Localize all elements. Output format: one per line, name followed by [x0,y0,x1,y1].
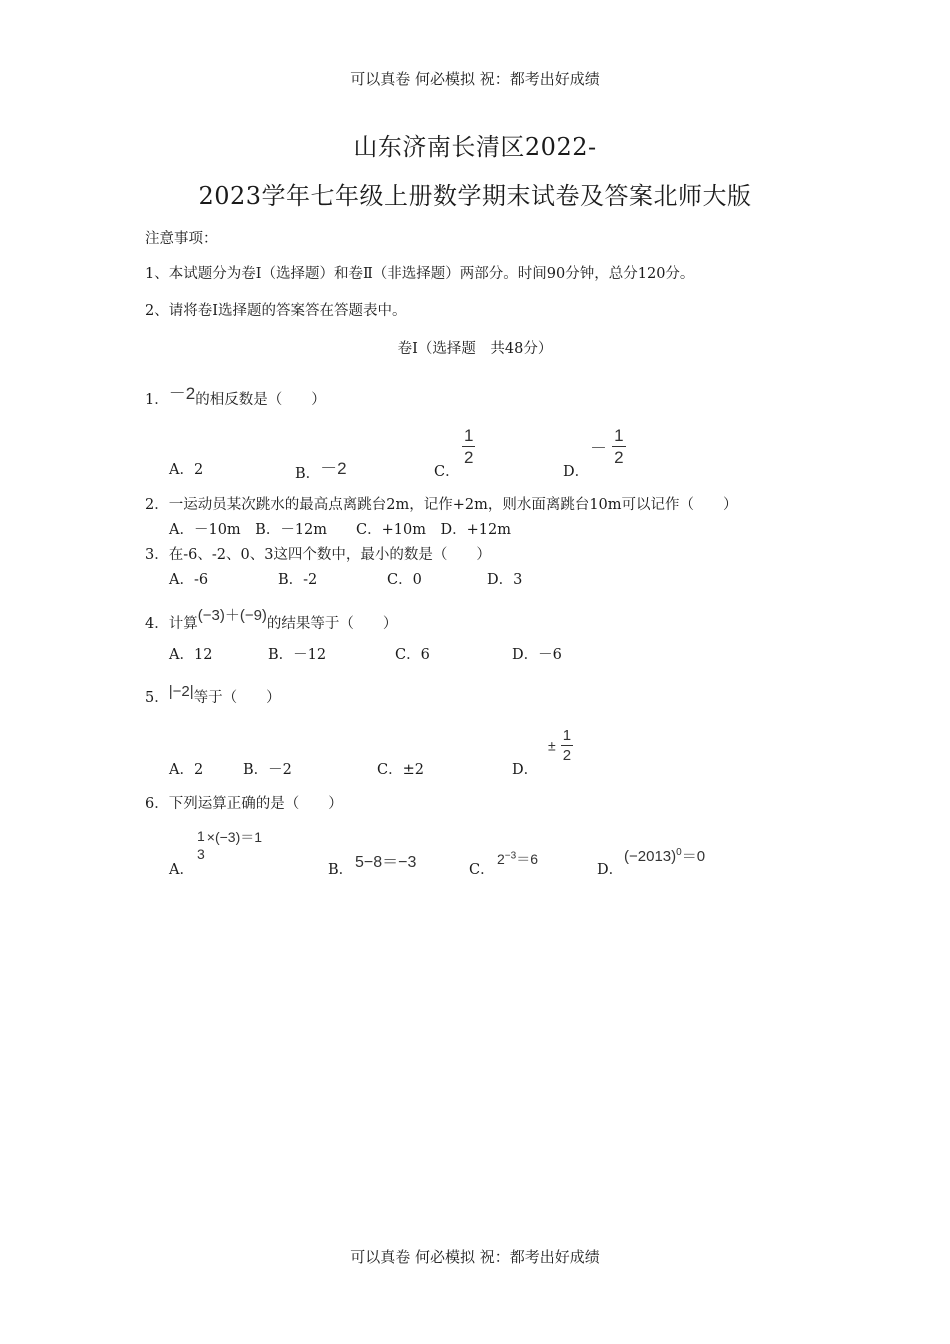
title-line-1: 山东济南长清区2022- [353,133,597,161]
question-5 [145,683,281,707]
q6-option-c-expr [497,849,538,869]
q3-option-a: A．-6 [169,572,209,588]
q5-option-d-fraction [548,728,573,763]
q6-option-a-label: A． [169,862,194,878]
q5-option-d-sign: ± [548,737,556,754]
q6-option-d-exponent: 0 [676,847,682,858]
section-title: 卷Ⅰ（选择题 共48分） [397,341,553,357]
q4-option-d: D．－6 [512,647,562,663]
notes-item-2: 2、请将卷Ⅰ选择题的答案答在答题表中。 [145,303,407,319]
q1-option-c-numerator: 1 [464,426,474,445]
q4-stem: 的结果等于（ ） [266,616,398,632]
q6-option-a-rest: ×(−3)＝1 [206,828,263,845]
q3-option-b: B．-2 [278,572,318,588]
question-3: 3．在-6、-2、0、3这四个数中，最小的数是（ ） [145,547,491,563]
q5-option-c: C．±2 [377,762,424,778]
q1-option-c-label: C． [434,464,460,480]
q1-option-d-label: D． [563,464,590,480]
q4-option-c: C．6 [395,647,430,663]
question-6: 6．下列运算正确的是（ ） [145,796,343,812]
q6-option-d-label: D． [597,862,624,878]
q6-option-b-label: B． [328,862,354,878]
q4-expression: (−3)＋(−9) [197,607,267,624]
q4-prefix: 4．计算 [145,616,198,632]
q6-option-b-expr: 5−8＝−3 [355,854,417,871]
q3-option-c: C．0 [387,572,422,588]
q1-option-c-fraction [462,427,475,466]
q6-option-d-base: (−2013) [624,848,677,865]
q1-option-c-denominator: 2 [464,448,474,467]
page-header: 可以真卷 何必模拟 祝：都考出好成绩 [350,70,600,88]
q5-expression: |−2| [168,683,194,700]
notes-heading: 注意事项： [145,231,218,247]
q6-option-d-expr [624,845,705,866]
q1-option-b-expr: －2 [320,459,347,478]
q6-option-a-numerator: 1 [197,828,205,844]
q6-option-c-base: 2 [497,851,505,867]
question-1 [145,384,326,409]
q2-options: A．－10m B．－12m C．+10m D．+12m [169,522,511,538]
q4-option-b: B．－12 [268,647,327,663]
q1-option-d-denominator: 2 [614,448,624,467]
q5-option-b: B．－2 [243,762,292,778]
q6-option-a-denominator: 3 [197,846,205,862]
q1-option-d-fraction [590,427,626,466]
page-footer: 可以真卷 何必模拟 祝：都考出好成绩 [350,1248,600,1266]
q6-option-c-rest: ＝6 [516,851,538,867]
notes-item-1: 1、本试题分为卷Ⅰ（选择题）和卷Ⅱ（非选择题）两部分。时间90分钟，总分120分。 [145,266,695,282]
q6-option-c-label: C． [469,862,495,878]
title-line-2: 2023学年七年级上册数学期末试卷及答案北师大版 [198,182,752,210]
question-2: 2．一运动员某次跳水的最高点离跳台2m，记作+2m，则水面离跳台10m可以记作（ ） [145,497,738,513]
q3-option-d: D．3 [487,572,523,588]
q6-option-d-rest: ＝0 [681,848,706,865]
q5-option-d-denominator: 2 [562,747,572,764]
q5-stem: 等于（ ） [193,690,281,706]
q5-option-a: A．2 [169,762,204,778]
q1-stem: 的相反数是（ ） [195,392,326,408]
q4-option-a: A．12 [169,647,213,663]
q1-option-a: A．2 [169,462,204,478]
q1-expression: －2 [168,384,196,403]
q5-option-d-label: D． [512,762,539,778]
q1-option-b [295,458,347,483]
q5-option-d-numerator: 1 [562,727,572,744]
q1-option-d-sign: － [590,439,607,458]
q1-option-d-numerator: 1 [614,426,624,445]
q1-number: 1． [145,392,169,408]
q5-prefix: 5． [145,690,169,706]
q6-option-a-expr [195,829,262,861]
q1-option-b-label: B． [295,466,321,482]
q6-option-c-exponent: −3 [504,850,517,862]
question-4 [145,607,398,633]
